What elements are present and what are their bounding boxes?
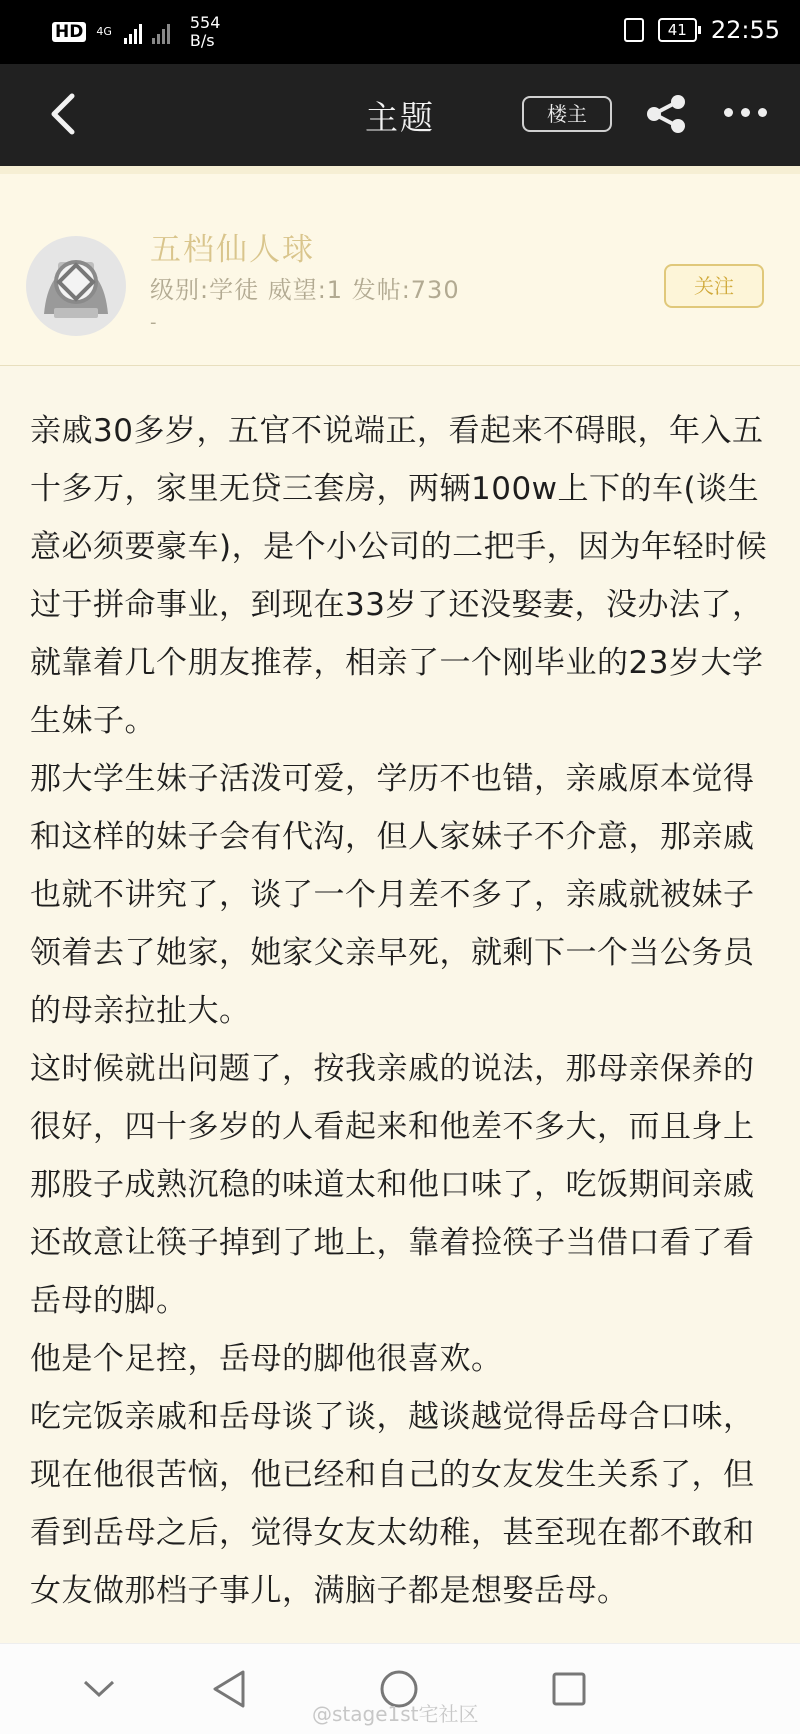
post-paragraph: 这时候就出问题了，按我亲戚的说法，那母亲保养的很好，四十多岁的人看起来和他差不多大，而且身上那股子成熟沉稳的味道太和他口味了，吃饭期间亲戚还故意让筷子掉到了地上，靠着捡筷子当借口看了看岳母的脚。: [30, 1051, 755, 1319]
watermark: @stage1st宅社区: [312, 1702, 479, 1726]
page-title: 主题: [365, 98, 435, 137]
recent-square-icon[interactable]: [546, 1666, 592, 1712]
vibrate-icon: [624, 18, 644, 42]
top-app-bar: [0, 64, 800, 166]
signal-icon: [124, 20, 142, 44]
network-type: 4G: [96, 25, 112, 38]
chevron-down-icon[interactable]: [76, 1666, 122, 1712]
back-triangle-icon[interactable]: [206, 1666, 252, 1712]
follow-button[interactable]: 关注: [664, 264, 764, 308]
share-icon[interactable]: [644, 94, 688, 138]
status-bar: [0, 0, 800, 64]
status-right: [624, 16, 780, 44]
network-speed: 554 B/s: [189, 13, 221, 50]
author-name[interactable]: 五档仙人球: [150, 232, 315, 268]
author-card: [0, 166, 800, 366]
hd-badge: HD: [52, 22, 86, 42]
signal-2-icon: [152, 20, 170, 44]
author-signature: -: [150, 312, 157, 333]
post-paragraph: 吃完饭亲戚和岳母谈了谈，越谈越觉得岳母合口味，现在他很苦恼，他已经和自己的女友发生关系了，但看到岳母之后，觉得女友太幼稚，甚至现在都不敢和女友做那档子事儿，满脑子都是想娶岳母。: [30, 1399, 755, 1609]
battery-icon: 41: [658, 18, 697, 42]
post-body: [30, 402, 770, 1620]
post-paragraph: 那大学生妹子活泼可爱，学历不也错，亲戚原本觉得和这样的妹子会有代沟，但人家妹子不介意，那亲戚也就不讲究了，谈了一个月差不多了，亲戚就被妹子领着去了她家，她家父亲早死，就剩下一个当公务员的母亲拉扯大。: [30, 761, 755, 1029]
post-paragraph: 亲戚30多岁，五官不说端正，看起来不碍眼，年入五十多万，家里无贷三套房，两辆100w上下的车(谈生意必须要豪车)，是个小公司的二把手，因为年轻时候过于拼命事业，到现在33岁了还没娶妻，没办法了，就靠着几个朋友推荐，相亲了一个刚毕业的23岁大学生妹子。: [30, 413, 768, 739]
louzhu-button[interactable]: 楼主: [522, 96, 612, 132]
author-stats: 级别:学徒 威望:1 发帖:730: [150, 276, 460, 304]
post-paragraph: 他是个足控，岳母的脚他很喜欢。: [30, 1341, 503, 1377]
avatar[interactable]: [26, 236, 126, 336]
more-icon[interactable]: [724, 108, 767, 117]
status-left: [52, 14, 220, 50]
clock: 22:55: [710, 16, 780, 44]
system-nav-bar: [0, 1643, 800, 1734]
